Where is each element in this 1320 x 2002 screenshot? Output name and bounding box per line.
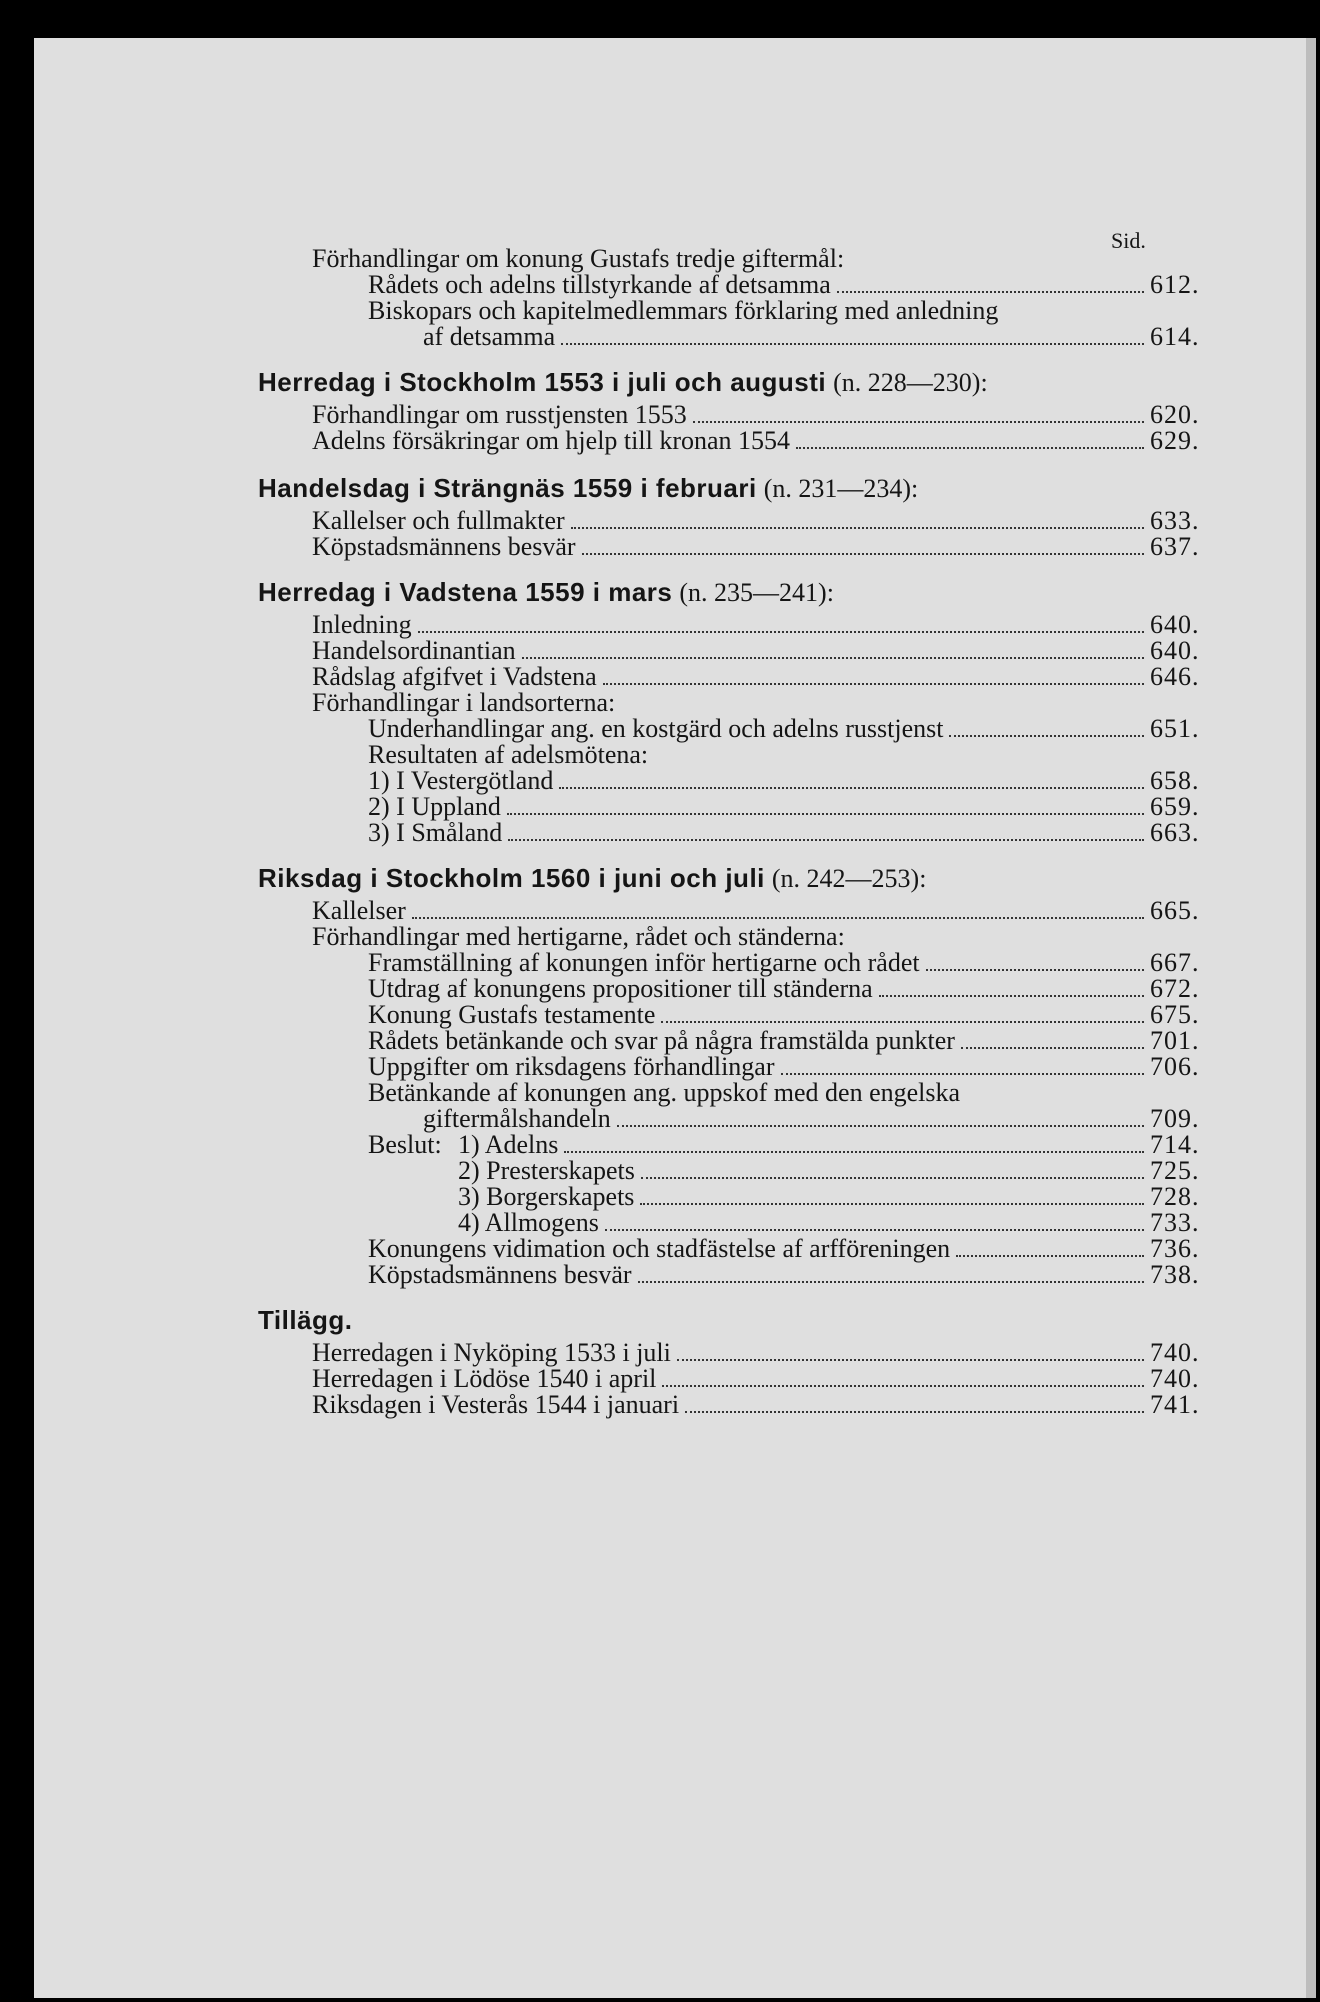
toc-entry-title: Kallelser bbox=[312, 896, 406, 925]
toc-entry-page: 701. bbox=[1150, 1026, 1200, 1055]
toc-entry-page: 706. bbox=[1150, 1052, 1200, 1081]
toc-entry-title: Rådets och adelns tillstyrkande af detsamma bbox=[368, 270, 831, 299]
toc-line: Förhandlingar i landsorterna: bbox=[312, 688, 616, 717]
toc-entry-title: Handelsordinantian bbox=[312, 636, 516, 665]
toc-entry bbox=[423, 322, 1200, 352]
section-heading bbox=[258, 1304, 353, 1337]
leader-dots bbox=[508, 839, 1144, 841]
book-page bbox=[34, 38, 1316, 1998]
leader-dots bbox=[522, 657, 1144, 659]
toc-entry-title: Riksdagen i Vesterås 1544 i januari bbox=[312, 1390, 680, 1419]
leader-dots bbox=[571, 527, 1144, 529]
leader-dots bbox=[837, 291, 1144, 293]
toc-entry-page: 640. bbox=[1150, 636, 1200, 665]
toc-entry-title: 2) Presterskapets bbox=[458, 1156, 635, 1185]
leader-dots bbox=[677, 1359, 1144, 1361]
leader-dots bbox=[661, 1021, 1144, 1023]
toc-entry-title: Herredagen i Lödöse 1540 i april bbox=[312, 1364, 657, 1393]
toc-entry-title: Rådslag afgifvet i Vadstena bbox=[312, 662, 597, 691]
toc-entry-title: Inledning bbox=[312, 610, 412, 639]
page-column-label: Sid. bbox=[1111, 228, 1146, 253]
toc-entry bbox=[368, 818, 1200, 848]
leader-dots bbox=[605, 1229, 1144, 1231]
toc-entry-page: 658. bbox=[1150, 766, 1200, 795]
toc-entry-page: 714. bbox=[1150, 1130, 1200, 1159]
leader-dots bbox=[662, 1385, 1144, 1387]
section-title: Riksdag i Stockholm 1560 i juni och juli bbox=[258, 863, 765, 893]
toc-entry bbox=[312, 532, 1200, 562]
toc-line: Betänkande af konungen ang. uppskof med den engelska bbox=[368, 1078, 961, 1107]
toc-entry-page: 629. bbox=[1150, 426, 1200, 455]
toc-entry-page: 637. bbox=[1150, 532, 1200, 561]
toc-entry-title: giftermålshandeln bbox=[423, 1104, 611, 1133]
toc-entry-title: 3) I Småland bbox=[368, 818, 503, 847]
leader-dots bbox=[603, 683, 1144, 685]
leader-dots bbox=[956, 1255, 1144, 1257]
leader-dots bbox=[638, 1281, 1144, 1283]
toc-entry-title: Adelns försäkringar om hjelp till kronan 1554 bbox=[312, 426, 791, 455]
toc-entry-title: af detsamma bbox=[423, 322, 556, 351]
toc-line: Biskopars och kapitelmedlemmars förklaring med anledning bbox=[368, 296, 999, 325]
leader-dots bbox=[693, 421, 1144, 423]
section-ref: (n. 231—234): bbox=[763, 474, 919, 503]
leader-dots bbox=[561, 343, 1144, 345]
toc-entry-title: 1) I Vestergötland bbox=[368, 766, 554, 795]
toc-entry-page: 640. bbox=[1150, 610, 1200, 639]
toc-entry-page: 659. bbox=[1150, 792, 1200, 821]
toc-entry-page: 725. bbox=[1150, 1156, 1200, 1185]
toc-entry-title: 3) Borgerskapets bbox=[458, 1182, 635, 1211]
toc-entry-title: Köpstadsmännens besvär bbox=[312, 532, 576, 561]
leader-dots bbox=[949, 735, 1144, 737]
toc-line: Resultaten af adelsmötena: bbox=[368, 740, 649, 769]
toc-entry-page: 738. bbox=[1150, 1260, 1200, 1289]
toc-line: Förhandlingar om konung Gustafs tredje giftermål: bbox=[312, 244, 845, 273]
leader-dots bbox=[640, 1203, 1144, 1205]
toc-entry-page: 675. bbox=[1150, 1000, 1200, 1029]
section-ref: (n. 228—230): bbox=[833, 368, 988, 397]
toc-entry-page: 665. bbox=[1150, 896, 1200, 925]
toc-entry-page: 633. bbox=[1150, 506, 1200, 535]
toc-entry-page: 663. bbox=[1150, 818, 1200, 847]
section-title: Tillägg. bbox=[258, 1305, 353, 1335]
leader-dots bbox=[412, 917, 1144, 919]
toc-entry-title: Konungens vidimation och stadfästelse af arfföreningen bbox=[368, 1234, 951, 1263]
page-edge bbox=[1306, 38, 1316, 1998]
section-ref: (n. 235—241): bbox=[679, 578, 834, 607]
toc-entry-title: 2) I Uppland bbox=[368, 792, 501, 821]
toc-entry-title: Rådets betänkande och svar på några framstälda punkter bbox=[368, 1026, 955, 1055]
leader-dots bbox=[559, 787, 1144, 789]
leader-dots bbox=[582, 553, 1144, 555]
toc-entry bbox=[312, 1390, 1200, 1420]
toc-entry-page: 736. bbox=[1150, 1234, 1200, 1263]
section-heading bbox=[258, 366, 988, 399]
section-title: Handelsdag i Strängnäs 1559 i februari bbox=[258, 473, 757, 503]
toc-entry-page: 646. bbox=[1150, 662, 1200, 691]
section-heading bbox=[258, 472, 918, 505]
toc-entry-page: 740. bbox=[1150, 1364, 1200, 1393]
section-title: Herredag i Stockholm 1553 i juli och augusti bbox=[258, 367, 827, 397]
toc-entry-page: 709. bbox=[1150, 1104, 1200, 1133]
toc-entry-page: 620. bbox=[1150, 400, 1200, 429]
toc-entry-page: 612. bbox=[1150, 270, 1200, 299]
toc-entry-page: 651. bbox=[1150, 714, 1200, 743]
leader-dots bbox=[641, 1177, 1144, 1179]
toc-entry bbox=[368, 1260, 1200, 1290]
toc-line: Beslut: bbox=[368, 1130, 442, 1159]
toc-entry-page: 740. bbox=[1150, 1338, 1200, 1367]
leader-dots bbox=[617, 1125, 1144, 1127]
section-ref: (n. 242—253): bbox=[771, 864, 927, 893]
leader-dots bbox=[926, 969, 1144, 971]
section-heading bbox=[258, 576, 834, 609]
leader-dots bbox=[507, 813, 1144, 815]
toc-entry-page: 741. bbox=[1150, 1390, 1200, 1419]
toc-entry-title: Konung Gustafs testamente bbox=[368, 1000, 656, 1029]
section-title: Herredag i Vadstena 1559 i mars bbox=[258, 577, 673, 607]
toc-entry-title: Förhandlingar om russtjensten 1553 bbox=[312, 400, 687, 429]
leader-dots bbox=[879, 995, 1144, 997]
toc-entry-page: 672. bbox=[1150, 974, 1200, 1003]
toc-entry-title: Underhandlingar ang. en kostgärd och adelns russtjenst bbox=[368, 714, 944, 743]
leader-dots bbox=[796, 447, 1144, 449]
toc-entry-title: Uppgifter om riksdagens förhandlingar bbox=[368, 1052, 775, 1081]
toc-entry-page: 733. bbox=[1150, 1208, 1200, 1237]
toc-entry-title: 4) Allmogens bbox=[458, 1208, 599, 1237]
toc-entry bbox=[312, 426, 1200, 456]
toc-entry-title: Kallelser och fullmakter bbox=[312, 506, 565, 535]
toc-entry-title: 1) Adelns bbox=[458, 1130, 559, 1159]
toc-entry-page: 614. bbox=[1150, 322, 1200, 351]
toc-entry-title: Köpstadsmännens besvär bbox=[368, 1260, 632, 1289]
section-heading bbox=[258, 862, 926, 895]
toc-entry-title: Herredagen i Nyköping 1533 i juli bbox=[312, 1338, 671, 1367]
toc-entry-page: 667. bbox=[1150, 948, 1200, 977]
leader-dots bbox=[418, 631, 1144, 633]
leader-dots bbox=[781, 1073, 1144, 1075]
toc-entry-title: Utdrag af konungens propositioner till ständerna bbox=[368, 974, 873, 1003]
leader-dots bbox=[961, 1047, 1144, 1049]
leader-dots bbox=[564, 1151, 1144, 1153]
toc-line: Förhandlingar med hertigarne, rådet och ständerna: bbox=[312, 922, 845, 951]
toc-entry-title: Framställning af konungen inför hertigarne och rådet bbox=[368, 948, 920, 977]
toc-entry-page: 728. bbox=[1150, 1182, 1200, 1211]
leader-dots bbox=[685, 1411, 1144, 1413]
